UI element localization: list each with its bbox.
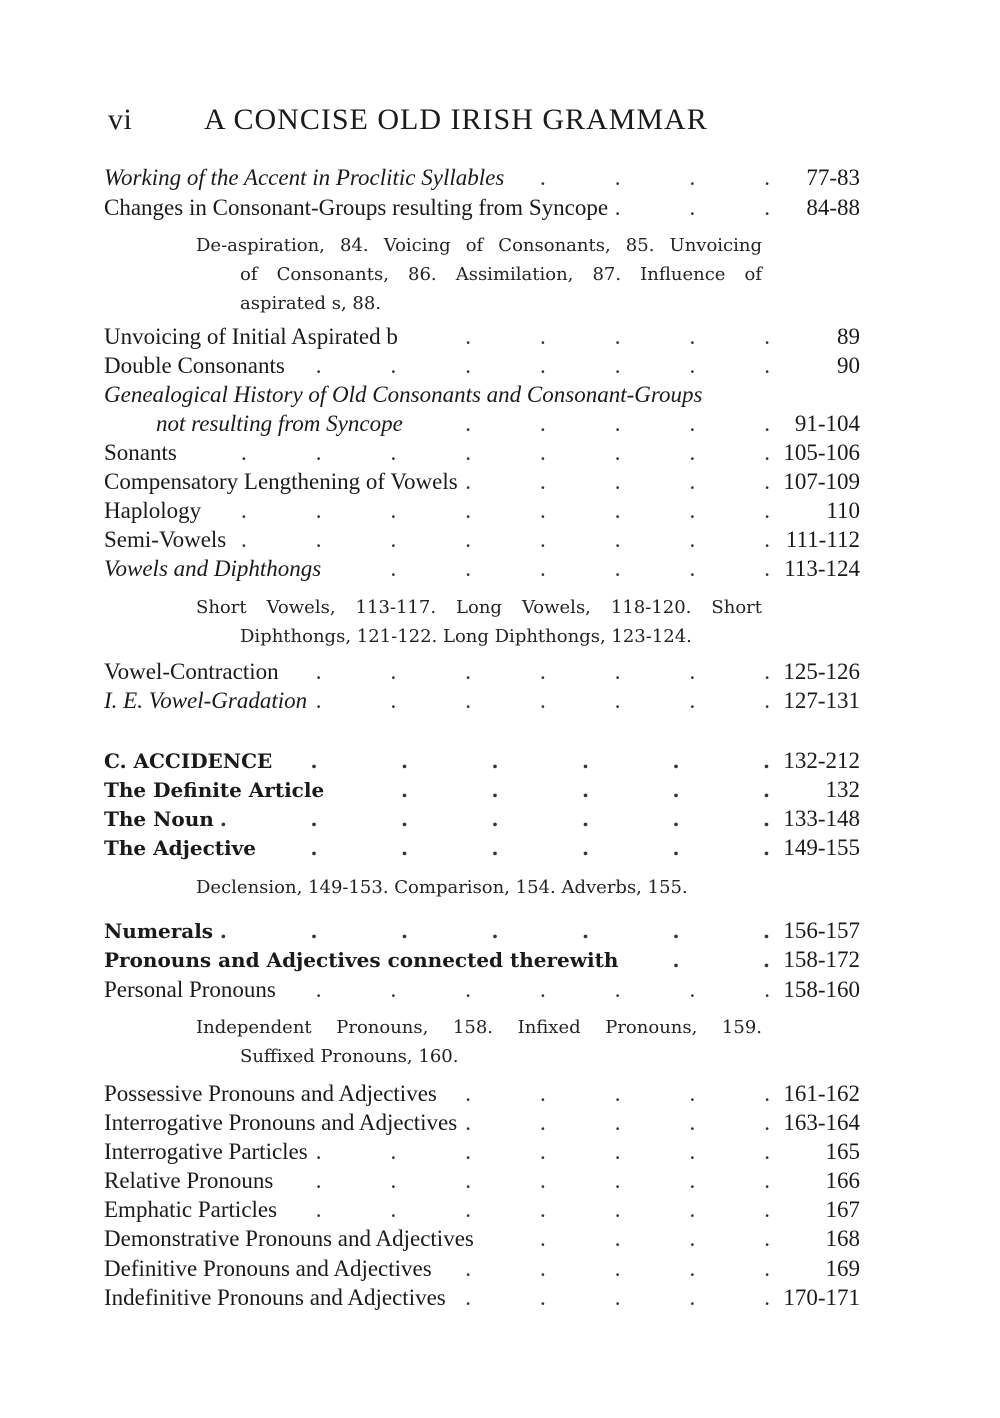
toc-entry-label: Interrogative Particles bbox=[104, 1137, 314, 1167]
toc-entry-label: Interrogative Pronouns and Adjectives bbox=[104, 1108, 463, 1138]
toc-entry-label: Working of the Accent in Proclitic Syllables bbox=[104, 163, 510, 193]
toc-entry-label: Definitive Pronouns and Adjectives bbox=[104, 1254, 438, 1284]
toc-entry-label: Unvoicing of Initial Aspirated b bbox=[104, 322, 404, 352]
toc-entry bbox=[104, 1079, 860, 1109]
toc-entry-label: Double Consonants bbox=[104, 351, 291, 381]
toc-entry-label: not resulting from Syncope bbox=[156, 409, 409, 439]
subentry-line: Declension, 149-153. Comparison, 154. Adverbs, 155. bbox=[196, 877, 688, 898]
dot-leader bbox=[104, 438, 770, 468]
toc-entry bbox=[104, 380, 860, 410]
toc-entry-pages: 77-83 bbox=[770, 163, 860, 193]
toc-entry bbox=[104, 163, 860, 193]
toc-entry-pages: 149-155 bbox=[770, 833, 860, 863]
toc-entry bbox=[104, 409, 860, 439]
toc-entry bbox=[104, 746, 860, 776]
toc-entry bbox=[104, 1283, 860, 1313]
toc-entry-label: Genealogical History of Old Consonants and Consonant-Groups bbox=[104, 380, 708, 410]
toc-entry-label: The Noun bbox=[104, 804, 220, 834]
toc-subentry bbox=[196, 873, 762, 902]
subentry-line: Independent Pronouns, 158. Infixed Pronouns, 159. bbox=[196, 1017, 762, 1038]
toc-entry-pages: 113-124 bbox=[770, 554, 860, 584]
toc-entry-label: Pronouns and Adjectives connected therewith bbox=[104, 945, 624, 975]
toc-entry-pages: 90 bbox=[770, 351, 860, 381]
toc-entry-pages: 127-131 bbox=[770, 686, 860, 716]
subentry-line: aspirated s, 88. bbox=[240, 293, 382, 314]
toc-entry-label: The Adjective bbox=[104, 833, 262, 863]
toc-entry-pages: 169 bbox=[770, 1254, 860, 1284]
toc-entry-pages: 158-160 bbox=[770, 975, 860, 1005]
toc-entry bbox=[104, 945, 860, 975]
toc-entry bbox=[104, 467, 860, 497]
toc-entry-pages: 84-88 bbox=[770, 193, 860, 223]
toc-entry-pages: 161-162 bbox=[770, 1079, 860, 1109]
toc-subentry bbox=[196, 231, 762, 318]
toc-entry-label: Vowel-Contraction bbox=[104, 657, 285, 687]
toc-entry-label: Haplology bbox=[104, 496, 207, 526]
toc-entry-pages: 165 bbox=[770, 1137, 860, 1167]
subentry-line: of Consonants, 86. Assimilation, 87. Influence of bbox=[240, 264, 762, 285]
subentry-line: Short Vowels, 113-117. Long Vowels, 118-120. Short bbox=[196, 597, 762, 618]
toc-entry-pages: 168 bbox=[770, 1224, 860, 1254]
toc-subentry bbox=[196, 1013, 762, 1071]
toc-entry bbox=[104, 1108, 860, 1138]
toc-entry-label: Relative Pronouns bbox=[104, 1166, 279, 1196]
toc-entry-label: The Definite Article bbox=[104, 775, 330, 805]
toc-entry bbox=[104, 525, 860, 555]
toc-entry-pages: 125-126 bbox=[770, 657, 860, 687]
toc-entry bbox=[104, 1166, 860, 1196]
toc-entry-pages: 111-112 bbox=[770, 525, 860, 555]
toc-entry bbox=[104, 775, 860, 805]
toc-entry bbox=[104, 496, 860, 526]
toc-entry-label: Indefinitive Pronouns and Adjectives bbox=[104, 1283, 452, 1313]
toc-subentry bbox=[196, 593, 762, 651]
toc-entry-label: Emphatic Particles bbox=[104, 1195, 283, 1225]
toc-entry bbox=[104, 1254, 860, 1284]
toc-entry-label: Demonstrative Pronouns and Adjectives bbox=[104, 1224, 480, 1254]
toc-entry bbox=[104, 804, 860, 834]
toc-entry bbox=[104, 351, 860, 381]
toc-entry-label: I. E. Vowel-Gradation bbox=[104, 686, 313, 716]
toc-entry-pages: 107-109 bbox=[770, 467, 860, 497]
toc-entry bbox=[104, 1137, 860, 1167]
toc-entry-pages: 166 bbox=[770, 1166, 860, 1196]
toc-entry bbox=[104, 975, 860, 1005]
toc-entry-label: C. ACCIDENCE bbox=[104, 746, 278, 776]
toc-entry-pages: 158-172 bbox=[770, 945, 860, 975]
toc-entry-pages: 91-104 bbox=[770, 409, 860, 439]
toc-entry-label: Changes in Consonant-Groups resulting from Syncope bbox=[104, 193, 614, 223]
toc-entry-label: Personal Pronouns bbox=[104, 975, 282, 1005]
subentry-line: Suffixed Pronouns, 160. bbox=[240, 1046, 459, 1067]
subentry-line: Diphthongs, 121-122. Long Diphthongs, 123-124. bbox=[240, 626, 692, 647]
toc-entry-pages: 167 bbox=[770, 1195, 860, 1225]
toc-entry bbox=[104, 686, 860, 716]
toc-entry-pages: 110 bbox=[770, 496, 860, 526]
toc-entry bbox=[104, 1195, 860, 1225]
toc-entry-label: Sonants bbox=[104, 438, 183, 468]
toc-entry-pages: 170-171 bbox=[770, 1283, 860, 1313]
toc-entry-pages: 163-164 bbox=[770, 1108, 860, 1138]
toc-entry bbox=[104, 322, 860, 352]
toc-entry bbox=[104, 657, 860, 687]
toc-entry-pages: 132-212 bbox=[770, 746, 860, 776]
toc-entry-label: Vowels and Diphthongs bbox=[104, 554, 327, 584]
subentry-line: De-aspiration, 84. Voicing of Consonants, 85. Unvoicing bbox=[196, 235, 762, 256]
toc-entry-label: Semi-Vowels bbox=[104, 525, 232, 555]
toc-entry-pages: 132 bbox=[770, 775, 860, 805]
toc-entry bbox=[104, 193, 860, 223]
toc-entry-pages: 105-106 bbox=[770, 438, 860, 468]
toc-entry bbox=[104, 1224, 860, 1254]
toc-entry bbox=[104, 554, 860, 584]
toc-entry-label: Compensatory Lengthening of Vowels bbox=[104, 467, 464, 497]
page-number: vi bbox=[108, 103, 133, 136]
running-title: A CONCISE OLD IRISH GRAMMAR bbox=[204, 103, 708, 136]
toc-entry-pages: 133-148 bbox=[770, 804, 860, 834]
toc-entry-pages: 156-157 bbox=[770, 916, 860, 946]
toc-entry-label: Numerals bbox=[104, 916, 219, 946]
toc-entry bbox=[104, 438, 860, 468]
toc-entry-label: Possessive Pronouns and Adjectives bbox=[104, 1079, 443, 1109]
toc-entry-pages: 89 bbox=[770, 322, 860, 352]
toc-entry bbox=[104, 916, 860, 946]
toc-entry bbox=[104, 833, 860, 863]
